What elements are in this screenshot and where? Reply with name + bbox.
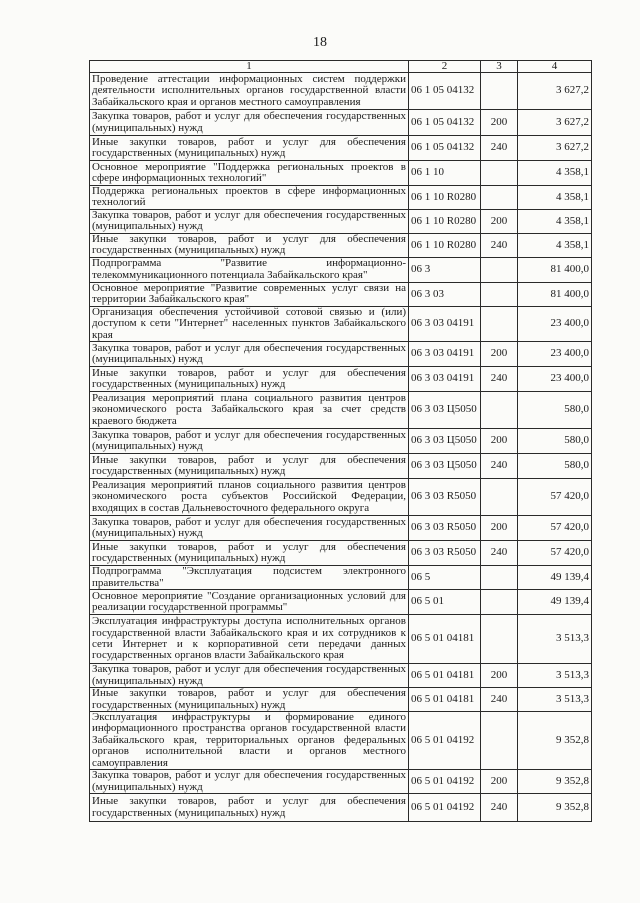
row-code-cell: 06 5 01 04181: [409, 664, 481, 688]
row-code-cell: 06 3 03 04191: [409, 342, 481, 367]
row-sum-cell: 23 400,0: [518, 342, 592, 367]
table-row: [90, 516, 592, 541]
row-code-cell: 06 5 01 04192: [409, 794, 481, 822]
table-row: [90, 615, 592, 664]
row-name-cell: Закупка товаров, работ и услуг для обеспечения государственных (муниципальных) нужд: [90, 209, 409, 233]
row-sum-cell: 4 358,1: [518, 209, 592, 233]
row-name-cell: Закупка товаров, работ и услуг для обеспечения государственных (муниципальных) нужд: [90, 770, 409, 794]
row-type-cell: 200: [481, 770, 518, 794]
row-code-cell: 06 5 01 04192: [409, 770, 481, 794]
row-name-cell: Иные закупки товаров, работ и услуг для обеспечения государственных (муниципальных) нужд: [90, 233, 409, 257]
row-type-cell: [481, 306, 518, 341]
row-code-cell: 06 5 01 04181: [409, 688, 481, 712]
row-type-cell: 200: [481, 110, 518, 136]
row-type-cell: [481, 392, 518, 429]
row-sum-cell: 9 352,8: [518, 794, 592, 822]
row-name-cell: Реализация мероприятий плана социального развития центров экономического роста Забайкальского края за счет средств краевого бюджета: [90, 392, 409, 429]
row-sum-cell: 23 400,0: [518, 306, 592, 341]
row-name-cell: Организация обеспечения устойчивой сотовой связью и (или) доступом к сети "Интернет" населенных пунктов Забайкальского края: [90, 306, 409, 341]
header-col-1: 1: [90, 61, 409, 73]
row-name-cell: Закупка товаров, работ и услуг для обеспечения государственных (муниципальных) нужд: [90, 342, 409, 367]
row-sum-cell: 3 513,3: [518, 615, 592, 664]
row-name-cell: Основное мероприятие "Поддержка региональных проектов в сфере информационных технологий": [90, 161, 409, 186]
row-name-cell: Закупка товаров, работ и услуг для обеспечения государственных (муниципальных) нужд: [90, 664, 409, 688]
table-row: [90, 73, 592, 110]
row-code-cell: 06 1 05 04132: [409, 110, 481, 136]
row-code-cell: 06 3 03 Ц5050: [409, 392, 481, 429]
row-type-cell: [481, 73, 518, 110]
row-name-cell: Поддержка региональных проектов в сфере информационных технологий: [90, 186, 409, 210]
row-type-cell: 240: [481, 454, 518, 479]
row-sum-cell: 580,0: [518, 392, 592, 429]
row-name-cell: Закупка товаров, работ и услуг для обеспечения государственных (муниципальных) нужд: [90, 110, 409, 136]
row-code-cell: 06 3 03 04191: [409, 367, 481, 392]
row-name-cell: Основное мероприятие "Развитие современных услуг связи на территории Забайкальского края": [90, 282, 409, 306]
table-row: [90, 664, 592, 688]
row-code-cell: 06 1 10 R0280: [409, 209, 481, 233]
row-type-cell: 200: [481, 664, 518, 688]
row-type-cell: [481, 479, 518, 516]
row-name-cell: Эксплуатация инфраструктуры доступа исполнительных органов государственной власти Забайкальского края и их сотрудников к сети Интернет и к корпоративной сети передачи данных государственных органов власти Забайкальского края: [90, 615, 409, 664]
row-code-cell: 06 5 01: [409, 590, 481, 615]
row-sum-cell: 580,0: [518, 454, 592, 479]
row-sum-cell: 57 420,0: [518, 516, 592, 541]
row-name-cell: Закупка товаров, работ и услуг для обеспечения государственных (муниципальных) нужд: [90, 429, 409, 454]
row-type-cell: 240: [481, 367, 518, 392]
row-code-cell: 06 3 03 R5050: [409, 541, 481, 566]
table-row: [90, 257, 592, 282]
table-row: [90, 306, 592, 341]
row-code-cell: 06 3 03: [409, 282, 481, 306]
row-sum-cell: 81 400,0: [518, 282, 592, 306]
row-name-cell: Основное мероприятие "Создание организационных условий для реализации государственной программы": [90, 590, 409, 615]
row-type-cell: [481, 161, 518, 186]
row-name-cell: Подпрограмма "Развитие информационно-телекоммуникационного потенциала Забайкальского края": [90, 257, 409, 282]
row-type-cell: 200: [481, 429, 518, 454]
row-code-cell: 06 5 01 04192: [409, 712, 481, 770]
row-code-cell: 06 5: [409, 566, 481, 590]
row-type-cell: 240: [481, 233, 518, 257]
table-row: [90, 590, 592, 615]
row-type-cell: 240: [481, 541, 518, 566]
table-row: [90, 541, 592, 566]
row-type-cell: 200: [481, 342, 518, 367]
table-row: [90, 688, 592, 712]
table-row: [90, 282, 592, 306]
row-sum-cell: 4 358,1: [518, 186, 592, 210]
table-row: [90, 479, 592, 516]
row-sum-cell: 81 400,0: [518, 257, 592, 282]
header-col-3: 3: [481, 61, 518, 73]
row-name-cell: Иные закупки товаров, работ и услуг для обеспечения государственных (муниципальных) нужд: [90, 136, 409, 161]
row-code-cell: 06 3 03 Ц5050: [409, 454, 481, 479]
row-name-cell: Иные закупки товаров, работ и услуг для обеспечения государственных (муниципальных) нужд: [90, 794, 409, 822]
row-sum-cell: 49 139,4: [518, 590, 592, 615]
row-type-cell: 200: [481, 209, 518, 233]
row-sum-cell: 4 358,1: [518, 161, 592, 186]
table-row: [90, 186, 592, 210]
row-code-cell: 06 1 05 04132: [409, 136, 481, 161]
row-code-cell: 06 3 03 Ц5050: [409, 429, 481, 454]
row-type-cell: [481, 615, 518, 664]
row-name-cell: Проведение аттестации информационных систем поддержки деятельности исполнительных органов государственной власти Забайкальского края и органов местного самоуправления: [90, 73, 409, 110]
row-code-cell: 06 1 05 04132: [409, 73, 481, 110]
row-type-cell: [481, 566, 518, 590]
row-type-cell: [481, 282, 518, 306]
row-type-cell: [481, 712, 518, 770]
row-type-cell: 240: [481, 794, 518, 822]
page-number: 18: [313, 35, 327, 50]
table-row: [90, 429, 592, 454]
table-row: [90, 367, 592, 392]
row-name-cell: Эксплуатация инфраструктуры и формирование единого информационного пространства органов государственной власти Забайкальского края, территориальных органов федеральных органов исполнительной власти и органов местного самоуправления: [90, 712, 409, 770]
row-name-cell: Иные закупки товаров, работ и услуг для обеспечения государственных (муниципальных) нужд: [90, 454, 409, 479]
table-row: [90, 770, 592, 794]
row-sum-cell: 49 139,4: [518, 566, 592, 590]
header-col-2: 2: [409, 61, 481, 73]
table-row: [90, 392, 592, 429]
row-code-cell: 06 1 10 R0280: [409, 186, 481, 210]
table-row: [90, 233, 592, 257]
table-row: [90, 209, 592, 233]
row-sum-cell: 580,0: [518, 429, 592, 454]
budget-table: [89, 60, 592, 822]
row-type-cell: 200: [481, 516, 518, 541]
row-code-cell: 06 3 03 R5050: [409, 479, 481, 516]
row-name-cell: Закупка товаров, работ и услуг для обеспечения государственных (муниципальных) нужд: [90, 516, 409, 541]
row-code-cell: 06 5 01 04181: [409, 615, 481, 664]
table-row: [90, 342, 592, 367]
row-sum-cell: 23 400,0: [518, 367, 592, 392]
row-name-cell: Реализация мероприятий планов социального развития центров экономического роста субъектов Российской Федерации, входящих в состав Дальневосточного федерального округа: [90, 479, 409, 516]
row-sum-cell: 3 627,2: [518, 73, 592, 110]
table-row: [90, 566, 592, 590]
budget-table-body: [90, 61, 592, 822]
row-code-cell: 06 1 10: [409, 161, 481, 186]
row-sum-cell: 3 627,2: [518, 110, 592, 136]
row-sum-cell: 57 420,0: [518, 479, 592, 516]
row-type-cell: [481, 186, 518, 210]
row-type-cell: 240: [481, 688, 518, 712]
row-code-cell: 06 1 10 R0280: [409, 233, 481, 257]
table-row: [90, 712, 592, 770]
row-name-cell: Иные закупки товаров, работ и услуг для обеспечения государственных (муниципальных) нужд: [90, 688, 409, 712]
row-code-cell: 06 3: [409, 257, 481, 282]
table-row: [90, 110, 592, 136]
row-name-cell: Иные закупки товаров, работ и услуг для обеспечения государственных (муниципальных) нужд: [90, 541, 409, 566]
row-sum-cell: 3 627,2: [518, 136, 592, 161]
row-sum-cell: 57 420,0: [518, 541, 592, 566]
row-code-cell: 06 3 03 R5050: [409, 516, 481, 541]
header-col-4: 4: [518, 61, 592, 73]
row-code-cell: 06 3 03 04191: [409, 306, 481, 341]
table-row: [90, 136, 592, 161]
table-row: [90, 794, 592, 822]
row-sum-cell: 3 513,3: [518, 688, 592, 712]
row-sum-cell: 3 513,3: [518, 664, 592, 688]
row-sum-cell: 4 358,1: [518, 233, 592, 257]
row-sum-cell: 9 352,8: [518, 770, 592, 794]
row-type-cell: 240: [481, 136, 518, 161]
table-header-row: [90, 61, 592, 73]
table-row: [90, 454, 592, 479]
row-type-cell: [481, 590, 518, 615]
row-name-cell: Иные закупки товаров, работ и услуг для обеспечения государственных (муниципальных) нужд: [90, 367, 409, 392]
row-name-cell: Подпрограмма "Эксплуатация подсистем электронного правительства": [90, 566, 409, 590]
table-row: [90, 161, 592, 186]
row-type-cell: [481, 257, 518, 282]
row-sum-cell: 9 352,8: [518, 712, 592, 770]
